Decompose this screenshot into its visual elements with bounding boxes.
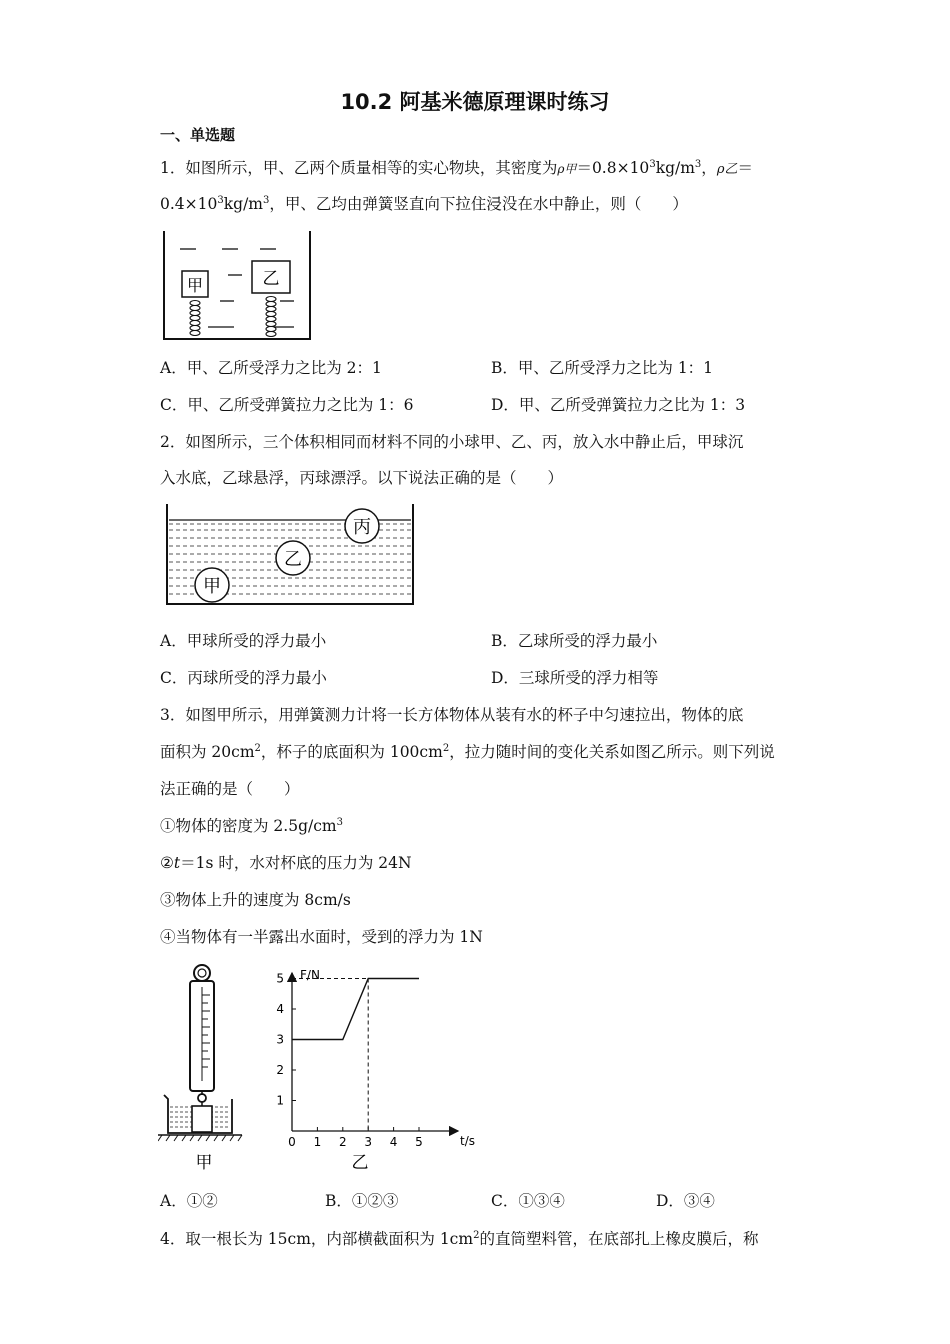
q1-line-2: $0.4\times 10^3kg/m^3$，甲、乙均由弹簧竖直向下拉住浸没在水中静止，则（ ） [160,194,688,213]
q3-statement-4: ④当物体有一半露出水面时，受到的浮力为 1N [160,928,483,946]
q2-label-bing: 丙 [353,517,371,538]
x-tick-label: 2 [338,1135,347,1149]
page-title: 10.2 阿基米德原理课时练习 [340,90,610,114]
y-tick-label: 4 [276,1002,284,1016]
q1-label-jia: 甲 [186,276,204,295]
q1-figure [158,225,318,345]
q1-spring-jia [190,301,200,336]
q2-label-jia: 甲 [203,576,221,597]
q3-figure-yi-label: 乙 [351,1153,369,1173]
q3-statement-2: ②t＝1s 时，水对杯底的压力为 24N [160,854,412,872]
series-line [292,979,419,1040]
chart-x-label: t/s [460,1134,475,1148]
q3-line-1: 3．如图甲所示，用弹簧测力计将一长方体物体从装有水的杯子中匀速拉出，物体的底 [160,706,744,724]
q3-statement-1: ①物体的密度为 $2.5g/cm^3$ [160,816,343,835]
q3-statement-3: ③物体上升的速度为 8cm/s [160,891,351,909]
y-tick-label: 3 [276,1032,284,1047]
x-tick-label: 5 [415,1135,423,1149]
q3-option-b[interactable]: B．①②③ [325,1192,399,1210]
y-tick-label: 1 [276,1093,284,1108]
q3-option-d[interactable]: D．③④ [656,1192,715,1210]
q1-spring-yi [266,297,276,337]
q1-line-1: 1．如图所示，甲、乙两个质量相等的实心物块，其密度为ρ甲$=0.8\times 10^3kg/m^3$，ρ乙＝ [160,158,753,177]
q3-line-2: 面积为 $20cm^2$，杯子的底面积为 $100cm^2$，拉力随时间的变化关系如图乙所示。则下列说 [160,742,775,761]
q1-option-c[interactable]: C．甲、乙所受弹簧拉力之比为 1：6 [160,396,414,414]
y-tick-label: 5 [276,971,284,986]
q3-figure-jia [158,963,250,1175]
q3-line-3: 法正确的是（ ） [160,780,300,798]
y-tick-label: 2 [276,1063,284,1077]
q1-option-a[interactable]: A．甲、乙所受浮力之比为 2：1 [160,359,382,377]
q2-line-1: 2．如图所示，三个体积相同而材料不同的小球甲、乙、丙，放入水中静止后，甲球沉 [160,433,744,451]
q2-line-2: 入水底，乙球悬浮，丙球漂浮。以下说法正确的是（ ） [160,469,564,487]
rho-jia: ρ甲 [557,162,577,176]
q1-label-yi: 乙 [262,269,280,289]
q2-option-d[interactable]: D．三球所受的浮力相等 [491,669,659,687]
q3-chart [268,963,493,1175]
q2-label-yi: 乙 [284,549,302,570]
x-tick-label: 4 [389,1135,398,1149]
q3-option-a[interactable]: A．①② [160,1192,218,1210]
q4-line-1: 4．取一根长为 15cm，内部横截面积为 $1cm^2$的直筒塑料管，在底部扎上橡皮膜后，称 [160,1229,759,1248]
q2-figure [163,502,419,608]
q1-option-b[interactable]: B．甲、乙所受浮力之比为 1：1 [491,359,714,377]
q2-option-c[interactable]: C．丙球所受的浮力最小 [160,669,327,687]
q2-option-a[interactable]: A．甲球所受的浮力最小 [160,632,327,650]
x-tick-label: 3 [364,1135,373,1149]
rho-yi: ρ乙 [716,162,738,177]
x-tick-label: 0 [288,1135,296,1149]
chart-y-label: F/N [300,968,320,982]
section-heading: 一、单选题 [160,126,236,144]
x-tick-label: 1 [313,1135,322,1149]
q3-option-c[interactable]: C．①③④ [491,1192,565,1210]
q1-option-d[interactable]: D．甲、乙所受弹簧拉力之比为 1：3 [491,396,746,414]
q2-option-b[interactable]: B．乙球所受的浮力最小 [491,632,658,650]
q3-figure-jia-label: 甲 [195,1153,213,1173]
